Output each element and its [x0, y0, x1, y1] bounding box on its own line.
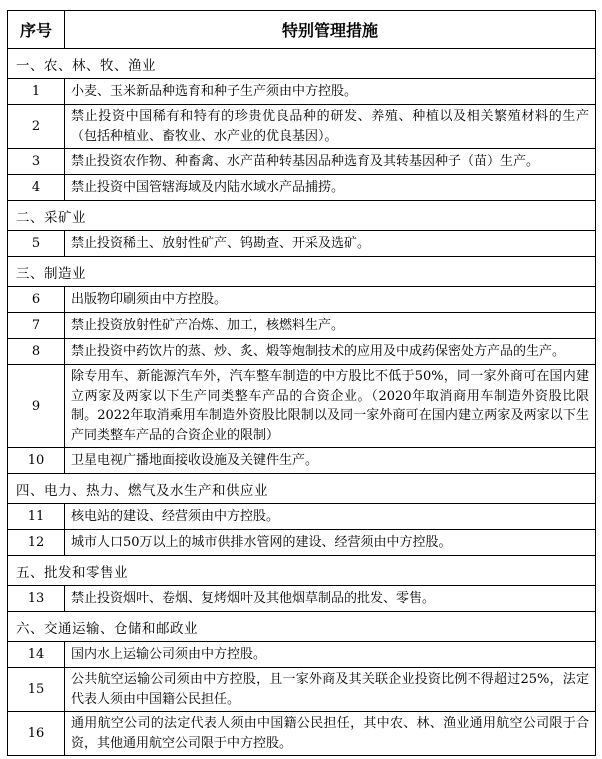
row-number: 10 — [8, 448, 65, 474]
row-number: 14 — [8, 642, 65, 668]
category-row — [8, 257, 596, 287]
category-row — [8, 474, 596, 504]
row-measure: 小麦、玉米新品种选育和种子生产须由中方控股。 — [65, 79, 596, 105]
row-measure: 禁止投资烟叶、卷烟、复烤烟叶及其他烟草制品的批发、零售。 — [65, 586, 596, 612]
row-number: 15 — [8, 668, 65, 712]
row-number: 3 — [8, 149, 65, 175]
row-number: 11 — [8, 504, 65, 530]
category-label: 四、电力、热力、燃气及水生产和供应业 — [8, 474, 596, 504]
table-header-row — [8, 11, 596, 49]
table-row — [8, 339, 596, 365]
table-row — [8, 105, 596, 149]
table-row — [8, 175, 596, 201]
table-row — [8, 79, 596, 105]
row-measure: 公共航空运输公司须由中方控股，且一家外商及其关联企业投资比例不得超过25%，法定代表人须由中国籍公民担任。 — [65, 668, 596, 712]
table-row — [8, 530, 596, 556]
row-number: 1 — [8, 79, 65, 105]
category-label: 六、交通运输、仓储和邮政业 — [8, 612, 596, 642]
row-measure: 禁止投资中药饮片的蒸、炒、炙、煅等炮制技术的应用及中成药保密处方产品的生产。 — [65, 339, 596, 365]
table-row — [8, 365, 596, 448]
row-measure: 国内水上运输公司须由中方控股。 — [65, 642, 596, 668]
row-measure: 出版物印刷须由中方控股。 — [65, 287, 596, 313]
table-row — [8, 642, 596, 668]
table-row — [8, 313, 596, 339]
category-label: 二、采矿业 — [8, 201, 596, 231]
row-measure: 卫星电视广播地面接收设施及关键件生产。 — [65, 448, 596, 474]
row-measure: 禁止投资中国管辖海域及内陆水域水产品捕捞。 — [65, 175, 596, 201]
table-row — [8, 504, 596, 530]
row-number: 5 — [8, 231, 65, 257]
category-label: 五、批发和零售业 — [8, 556, 596, 586]
row-number: 4 — [8, 175, 65, 201]
category-row — [8, 201, 596, 231]
category-row — [8, 49, 596, 79]
row-number: 7 — [8, 313, 65, 339]
table-row — [8, 231, 596, 257]
header-seq: 序号 — [8, 11, 65, 49]
row-number: 16 — [8, 712, 65, 756]
table-row — [8, 448, 596, 474]
row-number: 2 — [8, 105, 65, 149]
row-measure: 禁止投资放射性矿产冶炼、加工，核燃料生产。 — [65, 313, 596, 339]
row-number: 6 — [8, 287, 65, 313]
table-row — [8, 712, 596, 756]
header-measures: 特别管理措施 — [65, 11, 596, 49]
row-measure: 城市人口50万以上的城市供排水管网的建设、经营须由中方控股。 — [65, 530, 596, 556]
category-row — [8, 556, 596, 586]
category-label: 一、农、林、牧、渔业 — [8, 49, 596, 79]
row-measure: 禁止投资稀土、放射性矿产、钨勘查、开采及选矿。 — [65, 231, 596, 257]
row-number: 9 — [8, 365, 65, 448]
row-number: 12 — [8, 530, 65, 556]
row-measure: 禁止投资中国稀有和特有的珍贵优良品种的研发、养殖、种植以及相关繁殖材料的生产（包括种植业、畜牧业、水产业的优良基因）。 — [65, 105, 596, 149]
row-measure: 禁止投资农作物、种畜禽、水产苗种转基因品种选育及其转基因种子（苗）生产。 — [65, 149, 596, 175]
special-measures-table — [7, 10, 596, 756]
row-number: 13 — [8, 586, 65, 612]
table-row — [8, 287, 596, 313]
row-measure: 核电站的建设、经营须由中方控股。 — [65, 504, 596, 530]
table-row — [8, 668, 596, 712]
row-measure: 通用航空公司的法定代表人须由中国籍公民担任，其中农、林、渔业通用航空公司限于合资，其他通用航空公司限于中方控股。 — [65, 712, 596, 756]
category-row — [8, 612, 596, 642]
row-number: 8 — [8, 339, 65, 365]
category-label: 三、制造业 — [8, 257, 596, 287]
row-measure: 除专用车、新能源汽车外，汽车整车制造的中方股比不低于50%，同一家外商可在国内建立两家及两家以下生产同类整车产品的合资企业。（2020年取消商用车制造外资股比限制。2022年取消乘用车制造外资股比限制以及同一家外商可在国内建立两家及两家以下生产同类整车产品的合资企业的限制） — [65, 365, 596, 448]
table-row — [8, 149, 596, 175]
table-row — [8, 586, 596, 612]
